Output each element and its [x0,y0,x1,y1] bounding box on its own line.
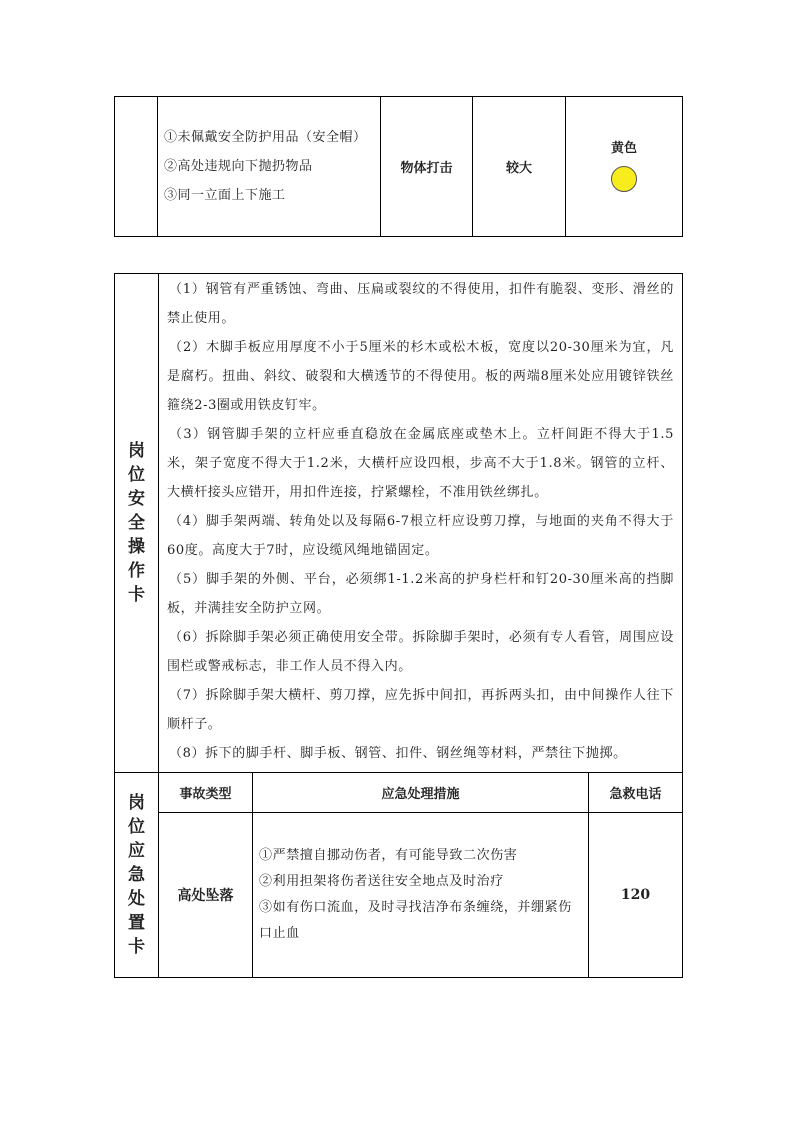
operation-rule-item: （1）钢管有严重锈蚀、弯曲、压扁或裂纹的不得使用，扣件有脆裂、变形、滑丝的禁止使用。 [167,282,675,326]
operation-rule-item: （6）拆除脚手架必须正确使用安全带。拆除脚手架时，必须有专人看管，周围应设围栏或警戒标志，非工作人员不得入内。 [167,630,675,674]
risk-level-cell [566,97,683,237]
yellow-risk-dot-icon [611,166,637,192]
emergency-phone: 120 [589,813,683,978]
emergency-measures-cell [253,813,589,978]
hazard-cause-item: ①未佩戴安全防护用品（安全帽） [164,130,367,145]
operation-rule-item: （3）钢管脚手架的立杆应垂直稳放在金属底座或垫木上。立杆间距不得大于1.5米，架子宽度不得大于1.2米，大横杆应设四根，步高不大于1.8米。钢管的立杆、大横杆接头应错开，用扣件连接，拧紧螺栓，不准用铁丝绑扎。 [167,427,675,500]
title-char: 操 [128,537,145,557]
hazard-cause-item: ③同一立面上下施工 [164,188,286,203]
emergency-measure-item: ③如有伤口流血，及时寻找洁净布条缠绕，并绷紧伤口止血 [259,900,572,941]
hazard-causes-cell [158,97,381,237]
emergency-measure-item: ①严禁擅自挪动伤者，有可能导致二次伤害 [259,848,518,863]
title-char: 作 [128,561,145,581]
title-char: 安 [128,489,145,509]
title-char: 处 [128,889,145,909]
emergency-measure-item: ②利用担架将伤者送往安全地点及时治疗 [259,874,504,889]
hazard-blank-cell [115,97,158,237]
operation-rule-item: （2）木脚手板应用厚度不小于5厘米的杉木或松木板，宽度以20-30厘米为宜，凡是腐朽。扭曲、斜纹、破裂和大横透节的不得使用。板的两端8厘米处应用镀锌铁丝箍绕2-3圈或用铁皮钉牢。 [167,340,675,413]
phone-header: 急救电话 [589,773,683,813]
title-char: 岗 [128,793,145,813]
accident-type-cell: 物体打击 [381,97,473,237]
title-char: 卡 [128,937,145,957]
hazard-table [114,96,683,237]
operation-card-title [115,274,159,773]
title-char: 置 [128,913,145,933]
title-char: 应 [128,841,145,861]
operation-rule-item: （8）拆下的脚手杆、脚手板、钢管、扣件、钢丝绳等材料，严禁往下抛掷。 [169,746,627,761]
operation-rule-item: （5）脚手架的外侧、平台，必须绑1-1.2米高的护身栏杆和钉20-30厘米高的挡脚板，并满挂安全防护立网。 [167,572,675,616]
safety-card-table [114,273,683,978]
title-char: 卡 [128,585,145,605]
title-char: 全 [128,513,145,533]
emergency-accident-type: 高处坠落 [159,813,253,978]
hazard-cause-item: ②高处违规向下抛扔物品 [164,159,313,174]
measures-header: 应急处理措施 [253,773,589,813]
title-char: 位 [128,465,145,485]
risk-level-label: 黄色 [610,141,637,156]
accident-type-header: 事故类型 [159,773,253,813]
operation-rule-item: （7）拆除脚手架大横杆、剪刀撑，应先拆中间扣，再拆两头扣，由中间操作人往下顺杆子。 [167,688,675,732]
title-char: 位 [128,817,145,837]
title-char: 急 [128,865,145,885]
emergency-card-title [115,773,159,978]
title-char: 岗 [128,441,145,461]
operation-rule-item: （4）脚手架两端、转角处以及每隔6-7根立杆应设剪刀撑，与地面的夹角不得大于60度。高度大于7时，应设缆风绳地锚固定。 [167,514,675,558]
consequence-cell: 较大 [473,97,566,237]
operation-rules-cell [159,274,683,773]
